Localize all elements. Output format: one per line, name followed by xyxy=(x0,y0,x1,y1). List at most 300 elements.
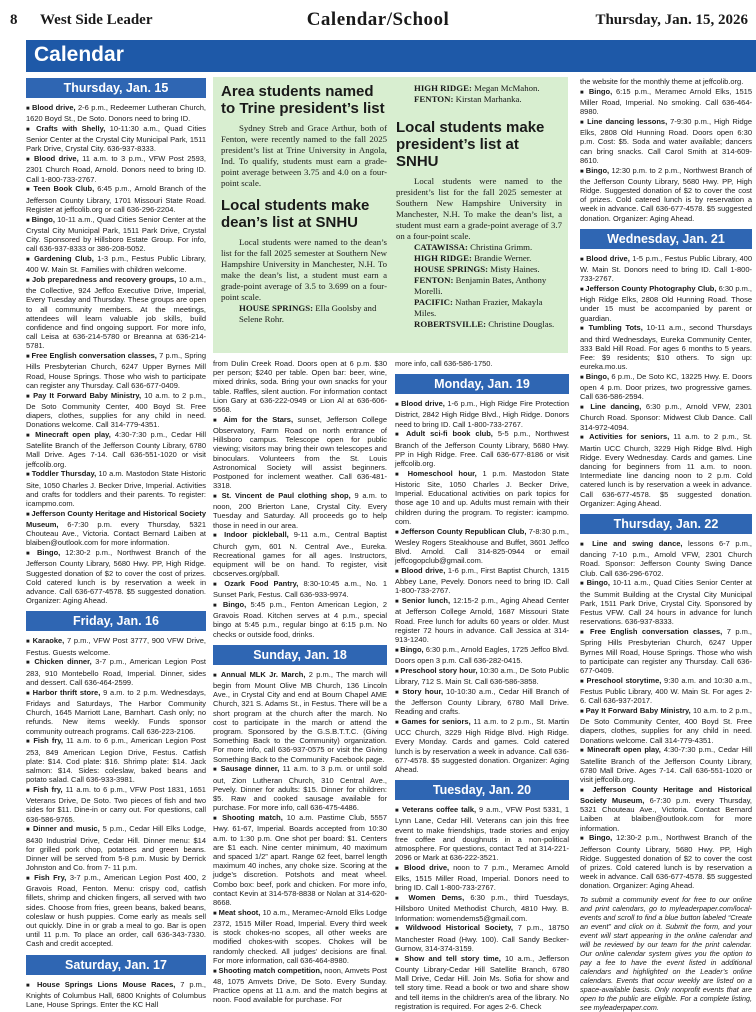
calendar-entry xyxy=(395,717,569,774)
entry-title: Fish fry, xyxy=(33,784,63,794)
snhu-presidents-list-headline: Local students make president’s list at SNHU xyxy=(396,119,545,170)
entry-title: Bingo, xyxy=(585,372,610,382)
bullet-square-icon: ■ xyxy=(580,630,591,637)
bullet-square-icon: ■ xyxy=(26,787,34,794)
calendar-column-3 xyxy=(395,359,570,1011)
entry-body: 9-11 a.m., Central Baptist Church gym, 601 N. Central Ave., Eureka. Recreational games for all ages. Instructors, equipment will be on hand. To register, visit cbcserves.org/pball. xyxy=(213,530,387,579)
entry-title: Preschool story hour, xyxy=(400,665,478,675)
bullet-square-icon: ■ xyxy=(213,582,225,589)
calendar-entry xyxy=(395,596,569,644)
entry-body: 11 a.m. to 6 p.m., VFW Post 1831, 1651 Veterans Drive, De Soto. Two pieces of fish and two sides for $11. Dine-in or carry out. For questions, call 636-586-9765. xyxy=(26,784,206,824)
entry-title: Pay It Forward Baby Ministry, xyxy=(33,390,142,400)
snhu-deans-list-paragraph: Local students were named to the dean’s list for the fall 2025 semester at Southern New Hampshire University in Manchester, N.H. To make the dean’s list, a student must earn a grade-point average of 3.5 to 3.699 on a four-point scale. xyxy=(221,237,387,302)
entries-friday-jan-16 xyxy=(26,636,206,948)
entry-body: 6:30 p.m., third Tuesdays, Hillsboro United Methodist Church, 4810 Hwy. B. Information: womendems5@gmail.com. xyxy=(395,893,569,923)
entry-body: 10 a.m., the Collective, 924 Jeffco Executive Drive, Imperial, Every Tuesday and Thursday. These groups are open to all community members. At the meetings, attendees will learn valuable job skills, build confidence and find ongoing support. For more info, call Leisa at 636-214-5780 or Breanna at 636-214-5781. xyxy=(26,275,207,351)
entry-body: 3-7 p.m., American Legion Post 400, 2 Gravois Road, Fenton. Menu: crispy cod, catfish fillets, shrimp and chicken fingers, all served with two sides. Choose from fries, green beans, baked beans, coleslaw or hush puppies. Come early as meals sell out quickly. Dine in or grab a meal to go. Bar is open until 11 p.m. To place an order, call 636-343-7330. Cash and credit accepted. xyxy=(26,872,206,949)
entry-title: Bingo, xyxy=(586,578,610,588)
entry-body: 8:30-10:45 a.m., No. 1 Sunset Park, Festus. Call 636-933-9974. xyxy=(213,579,387,600)
entries-monday-jan-19 xyxy=(395,399,569,774)
entry-title: Meat shoot, xyxy=(218,907,261,917)
entry-body: 9 a.m. to noon, 200 Brierton Lane, Crystal City. Every Tuesday and Saturday. All proceeds go to help those in need in our area. xyxy=(213,491,387,530)
day-header-monday-jan-19: Monday, Jan. 19 xyxy=(395,374,569,394)
issue-date: Thursday, Jan. 15, 2026 xyxy=(595,12,748,28)
calendar-entry xyxy=(580,627,752,675)
calendar-entry xyxy=(395,566,569,596)
entry-title: Aim for the Stars, xyxy=(223,414,294,424)
calendar-entry xyxy=(26,509,206,548)
snhu-presidents-list-paragraph: Local students were named to the president’s list for the fall 2025 semester at Southern New Hampshire University in Manchester, N.H. To make the dean’s list, a student must earn a grade-point average of 3.7 on a four-point scale. xyxy=(396,176,562,241)
bullet-square-icon: ■ xyxy=(26,551,37,558)
calendar-entry xyxy=(213,966,387,1005)
entry-title: Chicken dinner, xyxy=(34,657,92,667)
entry-body: lessons 6-7 p.m., dancing 7-10 p.m., Arnold VFW, 2301 Church Road. Sponsor: Jefferson County Swing Dance Club. Call 636-296-6702. xyxy=(580,539,752,578)
entry-body: 10-11 a.m., second Thursdays and third Wednesdays, Eureka Community Center, 333 Bald Hill Road. For ages 6 months to 5 years. Fee: $9 residents; $10 others. To sign up: eureka.mo.us. xyxy=(580,323,752,372)
calendar-entry xyxy=(580,77,752,86)
calendar-entry xyxy=(395,527,569,566)
calendar-banner xyxy=(26,40,756,72)
bullet-square-icon: ■ xyxy=(580,581,587,588)
entry-body: noon, Amvets Post 48, 1075 Amvets Drive, De Soto. Every Sunday. Practice opens at 11 a.m. and the match begins at noon. Food available for purchase. For xyxy=(213,965,387,1005)
entries-sunday-jan-18 xyxy=(213,670,387,1004)
entry-body: 6:30 p.m., Arnold Eagles, 1725 Jeffco Blvd. Doors open 3 p.m. Call 636-282-0415. xyxy=(395,644,569,666)
calendar-entry xyxy=(580,117,752,165)
entry-title: Teen Book Club, xyxy=(33,184,95,194)
calendar-entry xyxy=(213,579,387,599)
calendar-entry xyxy=(26,184,206,214)
bullet-square-icon: ■ xyxy=(580,287,586,294)
calendar-entry xyxy=(26,824,206,872)
entry-body: 3-7 p.m., American Legion Post 283, 910 Montebello Road, Imperial. Dinner, sides and dessert. Call 636-464-2599. xyxy=(26,657,206,687)
calendar-entry xyxy=(26,254,206,274)
entry-title: Veterans coffee talk, xyxy=(401,805,477,815)
entry-title: Senior lunch, xyxy=(401,596,451,606)
calendar-entry xyxy=(580,833,752,890)
bullet-square-icon: ■ xyxy=(580,326,589,333)
calendar-entry xyxy=(213,600,387,639)
bullet-square-icon: ■ xyxy=(26,690,33,697)
bullet-square-icon: ■ xyxy=(26,639,33,646)
bullet-square-icon: ■ xyxy=(26,393,34,400)
bullet-square-icon: ■ xyxy=(26,739,34,746)
entry-body: 11 a.m. to 2 p.m., St. Martin UCC Church, 3229 High Ridge Blvd. High Ridge. Every Monday. Cards and games. Cold catered lunch is by reservation a week in advance. Call 636-677-4578. $5 suggested donation. Organizer: Aging Ahead. xyxy=(395,717,570,775)
entry-title: Minecraft open play, xyxy=(35,430,111,440)
entry-body: 5:45 p.m., Fenton American Legion, 2 Gravois Road. Kitchen serves at 4 p.m., special bingo at 5:45 p.m., regular bingo at 6:15 p.m. No checks or outside food, drinks. xyxy=(213,600,387,639)
entry-title: Sausage dinner, xyxy=(220,764,280,774)
day-header-sunday-jan-18: Sunday, Jan. 18 xyxy=(213,645,387,665)
entry-body: 1-5 p.m., Festus Public Library, 400 W. Main St. Donors need to bring ID. Call 1-800-733-2767. xyxy=(580,253,753,284)
entry-title: Shooting match competition, xyxy=(218,965,323,975)
day-header-wednesday-jan-21: Wednesday, Jan. 21 xyxy=(580,229,752,249)
entry-title: Job preparedness and recovery groups, xyxy=(31,275,177,285)
entry-body: sunset, Jefferson College Observatory, Farm Road on north entrance of Hillsboro campus. Telescope open for public viewing; visitors may bring their own telescopes and binoculars. Volunteers from the St. Louis Astronomical Society will assist beginners. Postponed for inclement weather. Call 636-481-3318. xyxy=(213,414,388,491)
entry-title: Fish Fry, xyxy=(34,872,67,882)
entry-title: Minecraft open play, xyxy=(587,745,661,755)
entry-body: 6 p.m., De Soto KC, 13225 Hwy. E. Doors open 4 p.m. Door prizes, two progressive games. Call 636-586-2594. xyxy=(580,372,753,402)
entry-body: 10 a.m. to 2 p.m., De Soto Community Center, 400 Boyd St. Free diapers, clothes, supplies for any child in need. Donations welcome. Call 314-779-4351. xyxy=(26,390,206,430)
entry-title: Jefferson County Republican Club, xyxy=(400,526,527,536)
calendar-entry xyxy=(395,687,569,717)
entry-body: 10-10:30 a.m., Cedar Hill Branch of the Jefferson County Library, 6780 Mall Drive. Reading and crafts. xyxy=(395,686,569,717)
honoree-line: HIGH RIDGE: Megan McMahon. xyxy=(414,83,540,93)
honoree-line: CATAWISSA: Christina Grimm. xyxy=(414,242,533,252)
entry-body: 12:15-2 p.m., Aging Ahead Center at Jefferson College Arnold, 1687 Missouri State Road. Free lunch for adults 60 years or older. Must register 72 hours in advance. Call Jessica at 314-913-1240. xyxy=(395,596,570,645)
calendar-column-4 xyxy=(580,77,753,1012)
bullet-square-icon: ■ xyxy=(26,354,32,361)
entry-title: Line dancing lessons, xyxy=(587,117,668,126)
bullet-square-icon: ■ xyxy=(213,968,219,975)
bullet-square-icon: ■ xyxy=(213,603,223,610)
entry-body: 7-9:30 p.m., High Ridge Elks, 2808 Old Hunning Road. Doors open 6:30 p.m. Cost: $5. Soda and water available; dancers can bring snacks. Call Carol Smith at 314-609-8610. xyxy=(580,117,753,165)
entry-body: more info, call 636-586-1750. xyxy=(395,359,493,368)
bullet-square-icon: ■ xyxy=(580,256,587,263)
entry-body: 5 p.m., Cedar Hill Elks Lodge, 8430 Industrial Drive, Cedar Hill. Dinner menu: $14 for grilled pork chop, potatoes and green beans. Dinner will be served from 5-8 p.m. Music by Derrick Johnston and Co. from 7- 11 p.m. xyxy=(26,824,207,873)
entry-title: Activities for seniors, xyxy=(589,432,670,442)
entry-body: 1-6 p.m., First Baptist Church, 1315 Abbey Lane, Pevely. Donors need to bring ID. Call 1-800-733-2767. xyxy=(395,566,570,596)
calendar-entry xyxy=(213,415,387,491)
entry-body: 4:30-7:30 p.m., Cedar Hill Satellite Branch of the Jefferson County Library, 6780 Mall Drive. Ages 7-14. Call 636-551-1020 or visit jeffcolib.org. xyxy=(580,745,752,784)
calendar-entry xyxy=(26,657,206,687)
calendar-entry xyxy=(395,954,569,1011)
bullet-square-icon: ■ xyxy=(213,494,222,501)
day-header-saturday-jan-17: Saturday, Jan. 17 xyxy=(26,955,206,975)
masthead xyxy=(0,0,756,40)
entry-body: 10-11:30 a.m., Quad Cities Senior Center at the Crystal City Municipal Park, 1511 Park Drive, Crystal City. 636-937-8333. xyxy=(26,124,206,154)
entry-body: 7-8:30 p.m., Wesley Rogers Steakhouse and Buffet, 3601 Jeffco Blvd. Arnold. Call 314-825-0944 or email jeffcogopclub@gmail.com. xyxy=(395,526,569,566)
calendar-entry xyxy=(395,399,569,429)
bullet-square-icon: ■ xyxy=(395,896,409,903)
bullet-square-icon: ■ xyxy=(395,668,401,675)
entry-body: 7 p.m., VFW Post 3777, 900 VFW Drive, Festus. Guests welcome. xyxy=(26,636,206,657)
calendar-column-1 xyxy=(26,77,207,1009)
entry-title: House Springs Lions Mouse Races, xyxy=(36,979,176,989)
entry-title: Fish fry, xyxy=(33,736,63,746)
entry-body: 5-5 p.m., Northwest Branch of the Jefferson County Library, 5680 Hwy. PP in High Ridge. Free. Call 636-677-8186 or visit jeffcolib.org. xyxy=(395,429,569,469)
entry-title: Blood drive, xyxy=(31,103,76,112)
calendar-entry xyxy=(580,87,752,117)
calendar-entry xyxy=(26,873,206,949)
entry-title: Bingo, xyxy=(400,644,424,654)
submission-note: To submit a community event for free to our online and print calendars, go to myleaderpaper.com/local-events and scroll to find a blue button labeled “Create an event” and click on it. Submit the form, and your event will start appearing in the online calendar and will be reviewed by our team for the print calendar. Our online calendar system gives you the option to pay a fee to have the event listed in additional calendars and highlighted on the Leader’s online calendars. Events that occur weekly are listed on a space-available basis. Only nonprofit events that are open to the public are eligible. For a complete listing, see myleaderpaper.com. xyxy=(580,894,752,1012)
bullet-square-icon: ■ xyxy=(395,689,403,696)
entry-body: 2-6 p.m., Redeemer Lutheran Church, 1620 Boyd St., De Soto. Donors need to bring ID. xyxy=(26,103,206,124)
school-news-left-column xyxy=(221,77,387,325)
entries-tuesday-jan-20 xyxy=(395,805,569,1011)
entry-title: Free English conversation classes, xyxy=(590,627,723,637)
entry-title: Women Dems, xyxy=(408,893,465,903)
bullet-square-icon: ■ xyxy=(26,511,32,518)
calendar-entry xyxy=(26,688,206,736)
entry-body: 4:30-7:30 p.m., Cedar Hill Satellite Branch of the Jefferson County Library, 6780 Mall Drive. Ages 7-14. Call 636-551-1020 or visit jeffcolib.org. xyxy=(26,430,206,469)
entry-title: Jefferson County Heritage and Historical Society Museum, xyxy=(26,508,206,530)
bullet-square-icon: ■ xyxy=(395,647,401,654)
entry-title: Harbor thrift store, xyxy=(32,687,101,697)
entry-title: Bingo, xyxy=(588,86,613,96)
honoree-line: FENTON: Benjamin Bates, Anthony Morelli. xyxy=(414,275,547,296)
entry-title: Games for seniors, xyxy=(401,717,471,727)
entry-title: Story hour, xyxy=(402,686,444,696)
entry-body: 10 a.m., Jefferson County Library-Cedar Hill Satellite Branch, 6780 Mall Drive, Cedar Hill. Join Ms. Sofia for show and tell story time. Read a book or two and share show and tell items in the children’s area of the library. No registration is required. For ages 2-6. Check xyxy=(395,953,569,1011)
honoree-line: HIGH RIDGE: Brandie Werner. xyxy=(414,253,532,263)
calendar-entry xyxy=(213,813,387,907)
entry-title: Karaoke, xyxy=(32,636,65,646)
bullet-square-icon: ■ xyxy=(395,432,406,439)
section-title: Calendar/School xyxy=(306,9,450,30)
calendar-entry xyxy=(26,351,206,390)
school-news-right-column xyxy=(396,77,562,330)
honoree-line: HOUSE SPRINGS: Misty Haines. xyxy=(414,264,540,274)
entry-title: Line and swing dance, xyxy=(592,539,683,549)
calendar-entry xyxy=(26,154,206,184)
bullet-square-icon: ■ xyxy=(580,748,588,755)
bullet-square-icon: ■ xyxy=(395,926,406,933)
bullet-square-icon: ■ xyxy=(26,278,32,285)
entry-title: Line dancing, xyxy=(590,402,642,412)
entry-body: 9 a.m., VFW Post 5331, 1 Lynn Lane, Cedar Hill. Veterans can join this free event to make friendships, trade stories and enjoy free coffee and doughnuts in a non-political atmosphere. For questions, contact Ted at 314-221-2096 or Mark at 636-222-3521. xyxy=(395,805,569,863)
entry-body: 7 p.m., Spring Hills Presbyterian Church, 6247 Upper Byrnes Mill Road, House Springs. Those who wish to participate can register any Thursday. Call 636-677-0409. xyxy=(580,627,752,675)
bullet-square-icon: ■ xyxy=(26,127,37,133)
calendar-entry xyxy=(580,745,752,784)
entry-body: 11 a.m. to 3 p.m. or until sold out, Zion Lutheran Church, 310 Central Ave., Pevely. Dinner for adults: $15. Dinner for children: $5. Raw and cooked sausage available for purchase. For more info, call 636-475-4486. xyxy=(213,764,387,813)
calendar-entry xyxy=(213,491,387,530)
entry-body: 6:30 p.m., High Ridge Elks, 2808 Old Hunning Road. Those under 15 must be accompanied by parent or guardian. xyxy=(580,284,753,323)
calendar-entry xyxy=(580,254,752,284)
calendar-entry xyxy=(580,706,752,745)
calendar-entry xyxy=(580,284,752,323)
entry-body: 10 a.m. Pastime Club, 5557 Hwy. 61-67, Imperial. Boards accepted from 10:30 a.m. to 1:30 p.m. One shot per board: $1. Centers are $1 each. Nine center minimum, 40 maximum and spaced 1/2” apart. Range 62 feet, barrel length maximum 40 inches, any choke size. Scoring at the judge’s discretion. Potshots and meat wheel. Combo box: beef, pork and chicken. For more info, contact Kevin at 314-578-8838 or Nolan at 314-620-8668. xyxy=(213,813,387,907)
calendar-entry xyxy=(213,530,387,578)
calendar-entry xyxy=(213,359,387,414)
calendar-entry xyxy=(213,670,387,764)
entry-title: Tumbling Tots, xyxy=(588,323,643,333)
entry-body: 10 a.m., Meramec-Arnold Elks Lodge 2372, 1515 Miller Road, Imperial. Every third week is stock chokes-no scopes, all other weeks are modified chokes-with scopes. Chokes will be randomly checked. All judges’ decisions are final. For more information, call 636-464-8980. xyxy=(213,907,387,965)
page-number: 8 xyxy=(10,12,18,28)
bullet-square-icon: ■ xyxy=(26,106,32,112)
entry-body: 11 a.m. to 3 p.m., VFW Post 2593, 2301 Church Road, Arnold. Donors need to bring ID. Call 1-800-733-2767. xyxy=(26,154,206,184)
calendar-entry xyxy=(26,469,206,508)
day-header-friday-jan-16: Friday, Jan. 16 xyxy=(26,611,206,631)
calendar-column-2 xyxy=(213,359,388,1005)
entries-sunday-continued xyxy=(395,359,569,368)
calendar-entry xyxy=(26,785,206,824)
calendar-entry xyxy=(580,676,752,706)
calendar-entry xyxy=(26,980,206,1010)
entry-body: 10-11 a.m., Quad Cities Senior Center at the Summit Building at the Crystal City Municipal Park, 1511 Park Drive, Crystal City. Sponsored by Festus VFW. Call 24 hours in advance for lunch reservations. 636-937-8333. xyxy=(580,578,752,627)
trine-headline: Area students named to Trine president’s list xyxy=(221,83,385,117)
day-header-thursday-jan-22: Thursday, Jan. 22 xyxy=(580,514,752,534)
entry-title: Blood drive, xyxy=(403,863,450,873)
bullet-square-icon: ■ xyxy=(580,708,586,715)
calendar-entry xyxy=(580,539,752,578)
entry-title: Bingo, xyxy=(36,548,61,558)
honoree-line: FENTON: Kirstan Marhanka. xyxy=(414,94,522,104)
entries-thursday-jan-22 xyxy=(580,539,752,890)
bullet-square-icon: ■ xyxy=(580,542,593,549)
bullet-square-icon: ■ xyxy=(26,257,35,264)
entry-body: 10 a.m. Mastodon State Historic Site, 1050 Charles J. Becker Drive, Imperial. Activities and crafts for toddlers and their parents. To register: icampmo.com. xyxy=(26,469,206,509)
entries-tuesday-continued xyxy=(580,77,752,223)
bullet-square-icon: ■ xyxy=(213,533,225,540)
trine-paragraph: Sydney Streb and Grace Arthur, both of Fenton, were recently named to the fall 2025 president’s list at Trine University in Angola, Ind. To qualify, students must earn a grade-point average between 3.75 and 4.0 on a four-point scale. xyxy=(221,123,387,188)
calendar-entry xyxy=(395,863,569,893)
bullet-square-icon: ■ xyxy=(26,875,35,882)
bullet-square-icon: ■ xyxy=(26,982,37,989)
honoree-line: ROBERTSVILLE: Christine Douglas. xyxy=(414,319,555,329)
entry-title: Blood drive, xyxy=(401,399,445,409)
calendar-entry xyxy=(26,275,206,351)
bullet-square-icon: ■ xyxy=(213,910,219,917)
entry-title: Bingo, xyxy=(588,833,613,843)
bullet-square-icon: ■ xyxy=(213,816,223,823)
calendar-entry xyxy=(395,469,569,526)
calendar-entry xyxy=(580,432,752,508)
entry-body: 1-3 p.m., Festus Public Library, 400 W. Main St. Families with children welcome. xyxy=(26,254,206,275)
entry-title: Jefferson County Photography Club, xyxy=(585,284,717,294)
bullet-square-icon: ■ xyxy=(580,787,593,794)
snhu-deans-list-headline: Local students make dean’s list at SNHU xyxy=(221,197,370,231)
entry-body: noon to 7 p.m., Meramec Arnold Elks, 1515 Miller Road, Imperial. Donors need to bring ID. Call 1-800-733-2767. xyxy=(395,863,569,893)
bullet-square-icon: ■ xyxy=(580,405,591,412)
entries-saturday-jan-17 xyxy=(26,980,206,1010)
entry-body: 11 a.m. to 2 p.m., St. Martin UCC Church, 3229 High Ridge Blvd. High Ridge. Every Wednesday. Cards and games. Line dancing for beginners from 11 a.m. to noon. Intermediate line dancing noon to 2 p.m. Cold catered lunch is by reservation a week in advance. Call 636-677-4578. $5 suggested donation. Organizer: Aging Ahead. xyxy=(580,432,753,508)
calendar-entry xyxy=(213,764,387,812)
entry-title: Wildwood Historical Society, xyxy=(405,923,513,933)
entry-body: 7 p.m., 18750 Manchester Road (Hwy. 100). Call Sandy Becker-Gurnow, 314-374-3159. xyxy=(395,923,569,953)
bullet-square-icon: ■ xyxy=(395,471,408,478)
entry-body: 2 p.m., The march will begin from Mount Olive MB Church, 136 Lincoln Ave., in Crystal City and end at Bourn Chapel AME Church, 321 S. Adams St., in Festus. There will be a short program at the church after the march. No cost to participate in the march or attend the program. Sponsored by the G.S.B.T.T.C. (Giving Something Back to the Community) organization. For more info, call 636-937-0575 or visit the Giving Something Back to the Community Facebook page. xyxy=(213,669,387,764)
bullet-square-icon: ■ xyxy=(26,187,34,194)
entry-title: Bingo, xyxy=(585,165,610,175)
calendar-entry xyxy=(26,124,206,154)
day-header-thursday-jan-15: Thursday, Jan. 15 xyxy=(26,78,206,98)
entry-title: Adult sci-fi book club, xyxy=(406,429,493,439)
entry-body: 9 a.m. to 2 p.m. Wednesdays, Fridays and Saturdays, The Harbor Community Church, 1645 Marriott Lane, Barnhart. Cash only; no refunds. New items weekly. Funds sponsor community outreach programs. Call 636-223-2106. xyxy=(26,687,207,736)
entries-thursday-jan-15 xyxy=(26,103,206,605)
calendar-entry xyxy=(395,429,569,468)
bullet-square-icon: ■ xyxy=(395,569,402,576)
bullet-square-icon: ■ xyxy=(580,836,589,843)
banner-title: Calendar xyxy=(34,43,124,66)
entry-body: 10 a.m. to 2 p.m., De Soto Community Center, 400 Boyd St. Free diapers, clothes, supplies for any child in need. Donations welcome. Call 314-779-4351. xyxy=(580,705,752,745)
entry-body: the website for the monthly theme at jeffcolib.org. xyxy=(580,77,744,86)
entry-title: Pay It Forward Baby Ministry, xyxy=(585,705,691,715)
calendar-entry xyxy=(580,166,752,223)
entry-body: 12:30-2 p.m., Northwest Branch of the Jefferson County Library, 5680 Hwy. PP, High Ridge. Suggested donation of $2 to cover the cost of prizes. Cold catered lunch is by reservation a week in advance. Call 636-677-4578. $5 suggested donation. Organizer: Aging Ahead. xyxy=(580,833,752,891)
bullet-square-icon: ■ xyxy=(395,808,402,815)
honoree-line: HOUSE SPRINGS: Ella Goolsby and Selene Rohr. xyxy=(239,303,377,324)
calendar-entry xyxy=(395,805,569,862)
bullet-square-icon: ■ xyxy=(395,529,401,536)
bullet-square-icon: ■ xyxy=(26,660,35,667)
entry-title: Bingo, xyxy=(222,600,247,610)
entry-body: 6-7:30 p.m. every Thursday, 5321 Chouteau Ave., Victoria. Contact Bernard Laiben at blaiben@outlook.com for more information. xyxy=(26,520,206,548)
day-header-tuesday-jan-20: Tuesday, Jan. 20 xyxy=(395,780,569,800)
bullet-square-icon: ■ xyxy=(26,157,34,164)
entry-title: Shooting match, xyxy=(222,813,283,823)
entries-wednesday-jan-21 xyxy=(580,254,752,508)
bullet-square-icon: ■ xyxy=(580,435,590,442)
entry-body: 10-11 a.m., Quad Cities Senior Center at the Crystal City Municipal Park, 1511 Park Drive, Crystal City. Sponsored by Hillsboro Estate Group. For info, call 636-937-8333 or 386-208-5052. xyxy=(26,214,206,254)
entry-body: 10:30 a.m., De Soto Public Library, 712 S. Main St. Call 636-586-3858. xyxy=(395,665,569,687)
entry-body: 1 p.m. Mastodon State Historic Site, 1050 Charles J. Becker Drive, Imperial. Educational activities on park topics for those age 10 and up. Adults must remain with their children during the program. To register: icampmo. com. xyxy=(395,468,569,526)
bullet-square-icon: ■ xyxy=(213,767,221,774)
calendar-entry xyxy=(395,666,569,686)
bullet-square-icon: ■ xyxy=(213,672,221,679)
calendar-entry xyxy=(580,785,752,833)
calendar-entry xyxy=(26,103,206,123)
entry-body: 1-6 p.m., High Ridge Fire Protection District, 2842 High Ridge Blvd., High Ridge. Donors need to bring ID. Call 1-800-733-2767. xyxy=(395,399,570,429)
calendar-entry xyxy=(395,359,569,368)
bullet-square-icon: ■ xyxy=(580,678,587,685)
entries-saturday-continued xyxy=(213,359,387,639)
entry-body: from Dulin Creek Road. Doors open at 6 p.m. $30 per person; $240 per table. Open bar: beer, wine, mixed drinks, soda. Bring your own snacks for your table. Raffles, silent auction. For information contact Lion Gary at 636-222-0949 or Lion Al at 636-606-5568. xyxy=(213,359,387,415)
entry-title: Annual MLK Jr. March, xyxy=(220,669,306,679)
entry-title: Dinner and music, xyxy=(32,824,100,834)
entry-title: Jefferson County Heritage and Historical Society Museum, xyxy=(580,784,752,805)
entry-body: 6-7:30 p.m. every Thursday, 5321 Chouteau Ave., Victoria. Contact Bernard Laiben at blaiben@outlook.com for more information. xyxy=(580,795,752,833)
calendar-entry xyxy=(395,893,569,923)
entry-title: St. Vincent de Paul clothing shop, xyxy=(221,491,351,501)
calendar-entry xyxy=(580,323,752,371)
entry-body: 6:30 p.m., Arnold VFW, 2301 Church Road. Sponsor: Midwest Club Dance. Call 314-972-4094. xyxy=(580,402,752,432)
entry-body: 7 p.m., Knights of Columbus Hall, 6800 Knights of Columbus Lane, House Springs. Enter the KC Hall xyxy=(26,979,206,1009)
entry-body: 12:30 p.m. to 2 p.m., Northwest Branch of the Jefferson County Library, 5680 Hwy. PP, High Ridge. Suggested donation of $2 to cover the cost of prizes. Cold catered lunch is by reservation a week in advance. Call 636-677-4578. $5 suggested donation. Organizer: Aging Ahead. xyxy=(580,165,752,223)
entry-title: Gardening Club, xyxy=(34,254,94,264)
entry-body: 11 a.m. to 6 p.m., American Legion Post 253, 849 American Legion Drive, Festus. Catfish plate: $14. Cod plate: $16. Shrimp plate: $14. Jack salmon: $14. Sides: coleslaw, baked beans and potato salad. Call 636-933-3981. xyxy=(26,736,207,785)
entry-title: Blood drive, xyxy=(401,566,446,576)
entry-body: 6:45 p.m., Arnold Branch of the Jefferson County Library, 1701 Missouri State Road. Register at jeffcolib.org or call 636-296-2204. xyxy=(26,184,206,214)
entry-title: Blood drive, xyxy=(586,253,630,263)
entry-body: 7 p.m., Spring Hills Presbyterian Church, 6247 Upper Byrnes Mill Road, House Springs. Those who wish to participate can register any Thursday. Call 636-677-0409. xyxy=(26,351,207,390)
calendar-entry xyxy=(26,736,206,784)
calendar-entry xyxy=(395,645,569,665)
bullet-square-icon: ■ xyxy=(395,956,405,963)
school-news-box xyxy=(213,77,568,353)
calendar-entry xyxy=(213,908,387,965)
honoree-line: PACIFIC: Nathan Frazier, Makayla Miles. xyxy=(414,297,543,318)
bullet-square-icon: ■ xyxy=(213,417,224,424)
bullet-square-icon: ■ xyxy=(395,402,402,409)
entry-title: Bingo, xyxy=(31,214,55,224)
bullet-square-icon: ■ xyxy=(26,433,36,440)
entry-title: Homeschool hour, xyxy=(407,468,477,478)
entry-title: Toddler Thursday, xyxy=(31,469,97,479)
bullet-square-icon: ■ xyxy=(395,720,402,727)
bullet-square-icon: ■ xyxy=(580,375,586,382)
bullet-square-icon: ■ xyxy=(580,89,589,96)
calendar-entry xyxy=(26,215,206,254)
entry-title: Ozark Food Pantry, xyxy=(224,579,299,589)
calendar-entry xyxy=(580,372,752,402)
publication-name: West Side Leader xyxy=(40,12,153,28)
entry-body: 9:30 a.m. and 10:30 a.m., Festus Public Library, 400 W. Main St. For ages 2-6. Call 636-937-2017. xyxy=(580,675,752,706)
bullet-square-icon: ■ xyxy=(580,120,588,126)
bullet-square-icon: ■ xyxy=(26,472,32,479)
calendar-entry xyxy=(395,923,569,953)
entry-title: Show and tell story time, xyxy=(404,953,501,963)
entry-body: 6:15 p.m., Meramec Arnold Elks, 1515 Miller Road, Imperial. No smoking. Call 636-464-8980. xyxy=(580,86,752,117)
bullet-square-icon: ■ xyxy=(395,866,404,873)
bullet-square-icon: ■ xyxy=(26,217,32,224)
calendar-entry xyxy=(26,548,206,605)
entry-title: Blood drive, xyxy=(33,154,79,164)
calendar-entry xyxy=(26,391,206,430)
calendar-entry xyxy=(26,636,206,656)
entry-title: Crafts with Shelly, xyxy=(36,124,106,133)
entry-title: Preschool storytime, xyxy=(586,675,662,685)
bullet-square-icon: ■ xyxy=(395,599,402,606)
calendar-entry xyxy=(26,430,206,469)
